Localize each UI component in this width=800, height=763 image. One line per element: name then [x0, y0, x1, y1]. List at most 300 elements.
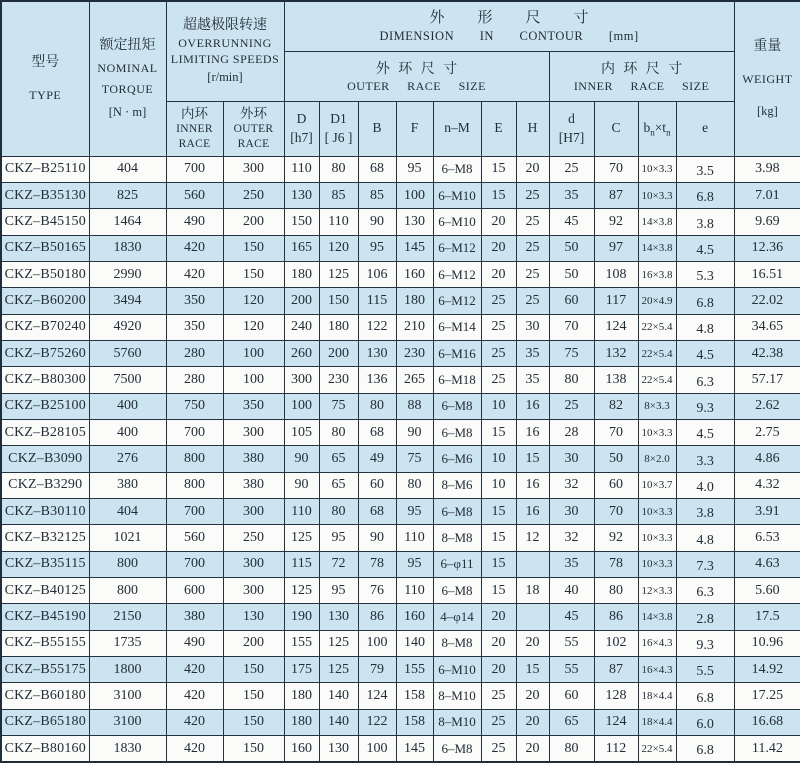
- cell-dim-H: 15: [516, 657, 549, 683]
- table-row: [1, 657, 800, 683]
- cell-dim-D1: 75: [319, 393, 358, 419]
- cell-dim-B: 115: [358, 288, 396, 314]
- cell-dim-bt: 14×3.8: [638, 235, 676, 261]
- col-bt-sub2: n: [666, 127, 671, 138]
- cell-dim-D: 200: [284, 288, 319, 314]
- cell-dim-B: 130: [358, 340, 396, 366]
- table-row: [1, 525, 800, 551]
- cell-model: CKZ–B25100: [1, 393, 89, 419]
- cell-dim-D1: 130: [319, 604, 358, 630]
- cell-dim-D: 260: [284, 340, 319, 366]
- col-D1-tolerance: [ J6 ]: [324, 129, 353, 145]
- cell-speed-inner-race: 380: [166, 604, 223, 630]
- col-header-D: [284, 101, 319, 156]
- cell-dim-bt: 22×5.4: [638, 736, 676, 762]
- cell-model: CKZ–B50180: [1, 261, 89, 287]
- col-E-label: E: [494, 120, 503, 136]
- col-header-overrunning-speeds: [166, 1, 284, 101]
- cell-dim-D1: 95: [319, 578, 358, 604]
- table-row: [1, 498, 800, 524]
- cell-dim-d: 80: [549, 367, 594, 393]
- col-header-B: [358, 101, 396, 156]
- cell-nominal-torque: 1830: [89, 235, 166, 261]
- cell-speed-inner-race: 420: [166, 235, 223, 261]
- cell-dim-d: 80: [549, 736, 594, 762]
- cell-dim-E: 20: [481, 235, 516, 261]
- col-bt-base2: ×t: [654, 119, 667, 135]
- cell-dim-H: 25: [516, 182, 549, 208]
- cell-dim-E: 20: [481, 604, 516, 630]
- cell-nominal-torque: 1800: [89, 657, 166, 683]
- cell-dim-H: 20: [516, 156, 549, 182]
- cell-dim-D: 180: [284, 683, 319, 709]
- cell-weight: 2.62: [734, 393, 800, 419]
- cell-dim-d: 32: [549, 525, 594, 551]
- cell-speed-outer-race: 150: [223, 683, 284, 709]
- col-C-label: C: [611, 120, 621, 136]
- cell-dim-d: 70: [549, 314, 594, 340]
- cell-dim-d: 32: [549, 472, 594, 498]
- cell-dim-bt: 10×3.3: [638, 182, 676, 208]
- cell-dim-E: 10: [481, 393, 516, 419]
- cell-speed-outer-race: 150: [223, 736, 284, 762]
- cell-dim-nM: 8–M6: [433, 472, 481, 498]
- cell-dim-D: 90: [284, 446, 319, 472]
- cell-dim-d: 60: [549, 288, 594, 314]
- cell-weight: 42.38: [734, 340, 800, 366]
- cell-dim-D1: 230: [319, 367, 358, 393]
- cell-dim-F: 265: [396, 367, 433, 393]
- cell-dim-d: 75: [549, 340, 594, 366]
- cell-nominal-torque: 2990: [89, 261, 166, 287]
- cell-dim-D1: 95: [319, 525, 358, 551]
- cell-dim-D: 175: [284, 657, 319, 683]
- cell-nominal-torque: 800: [89, 551, 166, 577]
- table-row: [1, 578, 800, 604]
- cell-dim-D: 180: [284, 261, 319, 287]
- cell-dim-F: 110: [396, 525, 433, 551]
- cell-dim-H: 20: [516, 683, 549, 709]
- cell-speed-inner-race: 350: [166, 288, 223, 314]
- cell-dim-F: 145: [396, 235, 433, 261]
- cell-dim-e: 5.5: [676, 657, 734, 683]
- cell-dim-D: 110: [284, 498, 319, 524]
- col-d-label: d: [568, 111, 575, 127]
- cell-dim-B: 100: [358, 736, 396, 762]
- cell-dim-D1: 140: [319, 683, 358, 709]
- weight-label-en: WEIGHT: [742, 71, 793, 86]
- cell-dim-E: 20: [481, 261, 516, 287]
- cell-dim-B: 85: [358, 182, 396, 208]
- cell-speed-outer-race: 380: [223, 446, 284, 472]
- cell-model: CKZ–B50165: [1, 235, 89, 261]
- cell-dim-F: 145: [396, 736, 433, 762]
- cell-dim-C: 108: [594, 261, 638, 287]
- cell-dim-E: 25: [481, 340, 516, 366]
- cell-speed-inner-race: 420: [166, 683, 223, 709]
- cell-speed-inner-race: 420: [166, 657, 223, 683]
- dimension-label-en: DIMENSION IN CONTOUR [mm]: [379, 29, 639, 43]
- cell-dim-d: 25: [549, 156, 594, 182]
- cell-dim-nM: 6–M12: [433, 288, 481, 314]
- cell-dim-bt: 10×3.3: [638, 498, 676, 524]
- cell-dim-E: 20: [481, 209, 516, 235]
- cell-dim-C: 70: [594, 498, 638, 524]
- cell-dim-B: 68: [358, 498, 396, 524]
- cell-speed-inner-race: 700: [166, 156, 223, 182]
- cell-dim-e: 9.3: [676, 393, 734, 419]
- cell-speed-inner-race: 490: [166, 209, 223, 235]
- cell-speed-outer-race: 300: [223, 498, 284, 524]
- cell-dim-E: 15: [481, 419, 516, 445]
- cell-weight: 57.17: [734, 367, 800, 393]
- col-D-tolerance: [h7]: [290, 129, 313, 145]
- table-row: [1, 314, 800, 340]
- cell-dim-nM: 6–M12: [433, 235, 481, 261]
- cell-dim-F: 90: [396, 419, 433, 445]
- cell-dim-E: 25: [481, 709, 516, 735]
- cell-dim-D1: 65: [319, 446, 358, 472]
- cell-dim-E: 25: [481, 367, 516, 393]
- cell-dim-C: 70: [594, 156, 638, 182]
- cell-weight: 9.69: [734, 209, 800, 235]
- cell-nominal-torque: 825: [89, 182, 166, 208]
- table-row: [1, 604, 800, 630]
- cell-speed-outer-race: 250: [223, 182, 284, 208]
- speeds-label-cn: 超越极限转速: [183, 18, 267, 34]
- cell-model: CKZ–B55155: [1, 630, 89, 656]
- cell-dim-B: 90: [358, 525, 396, 551]
- cell-nominal-torque: 1464: [89, 209, 166, 235]
- col-header-H: [516, 101, 549, 156]
- table-row: [1, 261, 800, 287]
- type-label-en: TYPE: [29, 87, 62, 102]
- cell-weight: 17.5: [734, 604, 800, 630]
- cell-speed-outer-race: 150: [223, 261, 284, 287]
- cell-dim-D1: 125: [319, 630, 358, 656]
- cell-dim-bt: 10×3.7: [638, 472, 676, 498]
- cell-nominal-torque: 1021: [89, 525, 166, 551]
- cell-dim-d: 60: [549, 683, 594, 709]
- cell-nominal-torque: 400: [89, 393, 166, 419]
- cell-dim-nM: 6–M10: [433, 209, 481, 235]
- cell-speed-outer-race: 300: [223, 578, 284, 604]
- torque-label-cn: 额定扭矩: [99, 38, 156, 54]
- cell-dim-B: 76: [358, 578, 396, 604]
- cell-model: CKZ–B60180: [1, 683, 89, 709]
- cell-dim-d: 40: [549, 578, 594, 604]
- cell-dim-D1: 85: [319, 182, 358, 208]
- inner-size-label-cn: 内环尺寸: [600, 62, 691, 77]
- cell-model: CKZ–B80160: [1, 736, 89, 762]
- cell-dim-bt: 20×4.9: [638, 288, 676, 314]
- cell-dim-F: 95: [396, 551, 433, 577]
- cell-dim-D1: 180: [319, 314, 358, 340]
- cell-dim-E: 15: [481, 578, 516, 604]
- cell-weight: 10.96: [734, 630, 800, 656]
- cell-dim-bt: 10×3.3: [638, 156, 676, 182]
- cell-speed-outer-race: 250: [223, 525, 284, 551]
- cell-model: CKZ–B60200: [1, 288, 89, 314]
- cell-dim-D1: 80: [319, 156, 358, 182]
- cell-dim-B: 68: [358, 419, 396, 445]
- cell-dim-F: 95: [396, 156, 433, 182]
- cell-weight: 4.32: [734, 472, 800, 498]
- table-row: [1, 551, 800, 577]
- cell-dim-D: 125: [284, 525, 319, 551]
- cell-dim-H: 20: [516, 736, 549, 762]
- cell-model: CKZ–B25110: [1, 156, 89, 182]
- cell-dim-E: 25: [481, 736, 516, 762]
- cell-speed-outer-race: 300: [223, 419, 284, 445]
- cell-dim-C: 92: [594, 209, 638, 235]
- col-bt-base1: b: [643, 119, 651, 135]
- speeds-label-en2: LIMITING SPEEDS: [170, 52, 280, 67]
- cell-dim-nM: 6–M8: [433, 393, 481, 419]
- cell-nominal-torque: 276: [89, 446, 166, 472]
- cell-dim-H: 25: [516, 261, 549, 287]
- cell-speed-outer-race: 350: [223, 393, 284, 419]
- col-header-nominal-torque: [89, 1, 166, 156]
- cell-dim-e: 2.8: [676, 604, 734, 630]
- cell-dim-nM: 6–M8: [433, 419, 481, 445]
- table-row: [1, 288, 800, 314]
- cell-weight: 16.51: [734, 261, 800, 287]
- cell-dim-bt: 22×5.4: [638, 314, 676, 340]
- cell-dim-nM: 6–M16: [433, 340, 481, 366]
- cell-dim-bt: 14×3.8: [638, 604, 676, 630]
- cell-dim-H: 20: [516, 630, 549, 656]
- col-header-F: [396, 101, 433, 156]
- cell-speed-outer-race: 300: [223, 156, 284, 182]
- cell-model: CKZ–B35115: [1, 551, 89, 577]
- cell-dim-H: 16: [516, 498, 549, 524]
- cell-dim-e: 3.8: [676, 498, 734, 524]
- cell-dim-e: 6.8: [676, 683, 734, 709]
- cell-dim-D: 115: [284, 551, 319, 577]
- cell-dim-bt: 12×3.3: [638, 578, 676, 604]
- cell-dim-C: 138: [594, 367, 638, 393]
- cell-dim-d: 45: [549, 604, 594, 630]
- cell-dim-bt: 18×4.4: [638, 683, 676, 709]
- cell-speed-outer-race: 380: [223, 472, 284, 498]
- cell-dim-B: 79: [358, 657, 396, 683]
- cell-dim-C: 124: [594, 314, 638, 340]
- col-D-label: D: [296, 111, 307, 127]
- cell-dim-F: 88: [396, 393, 433, 419]
- cell-dim-B: 86: [358, 604, 396, 630]
- cell-speed-inner-race: 600: [166, 578, 223, 604]
- cell-weight: 6.53: [734, 525, 800, 551]
- cell-dim-H: 20: [516, 709, 549, 735]
- table-row: [1, 393, 800, 419]
- cell-weight: 4.86: [734, 446, 800, 472]
- cell-dim-B: 80: [358, 393, 396, 419]
- cell-dim-B: 136: [358, 367, 396, 393]
- cell-dim-H: 12: [516, 525, 549, 551]
- cell-dim-D: 160: [284, 736, 319, 762]
- cell-model: CKZ–B32125: [1, 525, 89, 551]
- cell-speed-outer-race: 130: [223, 604, 284, 630]
- cell-dim-d: 55: [549, 630, 594, 656]
- dimension-label-cn: 外形尺寸: [429, 9, 622, 26]
- cell-dim-C: 97: [594, 235, 638, 261]
- cell-dim-D1: 110: [319, 209, 358, 235]
- cell-dim-e: 4.8: [676, 314, 734, 340]
- cell-dim-C: 102: [594, 630, 638, 656]
- cell-model: CKZ–B65180: [1, 709, 89, 735]
- cell-dim-E: 15: [481, 551, 516, 577]
- cell-speed-inner-race: 800: [166, 446, 223, 472]
- cell-nominal-torque: 3100: [89, 683, 166, 709]
- cell-dim-e: 4.5: [676, 235, 734, 261]
- table-row: [1, 340, 800, 366]
- weight-unit: [kg]: [756, 104, 778, 119]
- col-header-nM: [433, 101, 481, 156]
- outer-size-label-en: OUTER RACE SIZE: [347, 79, 486, 93]
- inner-race-speed-en1: INNER: [176, 123, 213, 136]
- cell-nominal-torque: 1735: [89, 630, 166, 656]
- cell-dim-B: 49: [358, 446, 396, 472]
- outer-size-label-cn: 外环尺寸: [375, 62, 466, 77]
- cell-dim-D1: 120: [319, 235, 358, 261]
- cell-dim-E: 10: [481, 472, 516, 498]
- cell-dim-nM: 6–M14: [433, 314, 481, 340]
- col-header-E: [481, 101, 516, 156]
- table-row: [1, 182, 800, 208]
- inner-size-label-en: INNER RACE SIZE: [573, 79, 710, 93]
- cell-dim-D1: 130: [319, 736, 358, 762]
- cell-model: CKZ–B45190: [1, 604, 89, 630]
- cell-speed-inner-race: 800: [166, 472, 223, 498]
- cell-dim-F: 158: [396, 683, 433, 709]
- cell-model: CKZ–B28105: [1, 419, 89, 445]
- inner-race-speed-en2: RACE: [178, 137, 211, 150]
- cell-dim-E: 15: [481, 525, 516, 551]
- cell-dim-e: 4.8: [676, 525, 734, 551]
- cell-dim-e: 7.3: [676, 551, 734, 577]
- cell-dim-D: 125: [284, 578, 319, 604]
- cell-dim-D1: 200: [319, 340, 358, 366]
- cell-dim-E: 25: [481, 314, 516, 340]
- cell-dim-F: 210: [396, 314, 433, 340]
- cell-dim-nM: 8–M10: [433, 709, 481, 735]
- table-row: [1, 709, 800, 735]
- cell-model: CKZ–B40125: [1, 578, 89, 604]
- cell-speed-inner-race: 350: [166, 314, 223, 340]
- cell-speed-inner-race: 750: [166, 393, 223, 419]
- cell-dim-B: 122: [358, 314, 396, 340]
- cell-nominal-torque: 4920: [89, 314, 166, 340]
- cell-dim-B: 100: [358, 630, 396, 656]
- cell-dim-D: 150: [284, 209, 319, 235]
- cell-dim-C: 78: [594, 551, 638, 577]
- cell-dim-d: 35: [549, 551, 594, 577]
- col-header-outer-race-speed: [223, 101, 284, 156]
- col-header-outer-race-size: [284, 51, 549, 101]
- cell-dim-H: 35: [516, 367, 549, 393]
- cell-dim-H: 25: [516, 209, 549, 235]
- col-header-type: [1, 1, 89, 156]
- cell-model: CKZ–B55175: [1, 657, 89, 683]
- cell-weight: 17.25: [734, 683, 800, 709]
- cell-dim-e: 6.8: [676, 182, 734, 208]
- cell-dim-D: 240: [284, 314, 319, 340]
- col-header-e: [676, 101, 734, 156]
- cell-speed-outer-race: 100: [223, 367, 284, 393]
- inner-race-speed-cn: 内环: [181, 106, 208, 122]
- cell-dim-e: 3.3: [676, 446, 734, 472]
- cell-speed-outer-race: 150: [223, 235, 284, 261]
- cell-dim-D: 155: [284, 630, 319, 656]
- cell-dim-D1: 125: [319, 261, 358, 287]
- cell-dim-C: 82: [594, 393, 638, 419]
- cell-dim-e: 6.8: [676, 736, 734, 762]
- cell-speed-inner-race: 560: [166, 525, 223, 551]
- table-body: [1, 156, 800, 762]
- table-row: [1, 630, 800, 656]
- cell-dim-H: 16: [516, 393, 549, 419]
- cell-nominal-torque: 3494: [89, 288, 166, 314]
- table-row: [1, 446, 800, 472]
- cell-dim-bt: 10×3.3: [638, 419, 676, 445]
- col-header-C: [594, 101, 638, 156]
- table-row: [1, 209, 800, 235]
- cell-dim-nM: 6–φ11: [433, 551, 481, 577]
- speeds-unit: [r/min]: [207, 69, 243, 84]
- speeds-label-en1: OVERRUNNING: [178, 35, 272, 50]
- cell-dim-bt: 10×3.3: [638, 551, 676, 577]
- cell-speed-outer-race: 150: [223, 709, 284, 735]
- cell-dim-nM: 8–M8: [433, 525, 481, 551]
- cell-weight: 4.63: [734, 551, 800, 577]
- table-row: [1, 736, 800, 762]
- cell-dim-e: 4.5: [676, 419, 734, 445]
- cell-weight: 3.91: [734, 498, 800, 524]
- cell-model: CKZ–B3290: [1, 472, 89, 498]
- cell-dim-e: 6.8: [676, 288, 734, 314]
- cell-dim-d: 35: [549, 182, 594, 208]
- cell-dim-B: 106: [358, 261, 396, 287]
- cell-dim-H: 16: [516, 419, 549, 445]
- cell-dim-bt: 10×3.3: [638, 525, 676, 551]
- table-header: [1, 1, 800, 156]
- cell-dim-F: 130: [396, 209, 433, 235]
- cell-dim-F: 230: [396, 340, 433, 366]
- cell-dim-D1: 80: [319, 498, 358, 524]
- col-nM-label: n–M: [444, 120, 470, 136]
- cell-speed-outer-race: 120: [223, 288, 284, 314]
- cell-dim-B: 68: [358, 156, 396, 182]
- cell-dim-e: 6.0: [676, 709, 734, 735]
- col-header-dimension-group: [284, 1, 734, 51]
- cell-speed-inner-race: 700: [166, 498, 223, 524]
- cell-dim-H: 30: [516, 314, 549, 340]
- cell-dim-F: 158: [396, 709, 433, 735]
- cell-dim-C: 80: [594, 578, 638, 604]
- cell-dim-E: 25: [481, 683, 516, 709]
- cell-dim-F: 155: [396, 657, 433, 683]
- col-header-d: [549, 101, 594, 156]
- cell-nominal-torque: 380: [89, 472, 166, 498]
- cell-dim-D1: 150: [319, 288, 358, 314]
- cell-dim-B: 90: [358, 209, 396, 235]
- cell-dim-C: 92: [594, 525, 638, 551]
- cell-dim-F: 160: [396, 261, 433, 287]
- cell-dim-H: 16: [516, 472, 549, 498]
- cell-dim-F: 75: [396, 446, 433, 472]
- cell-dim-B: 95: [358, 235, 396, 261]
